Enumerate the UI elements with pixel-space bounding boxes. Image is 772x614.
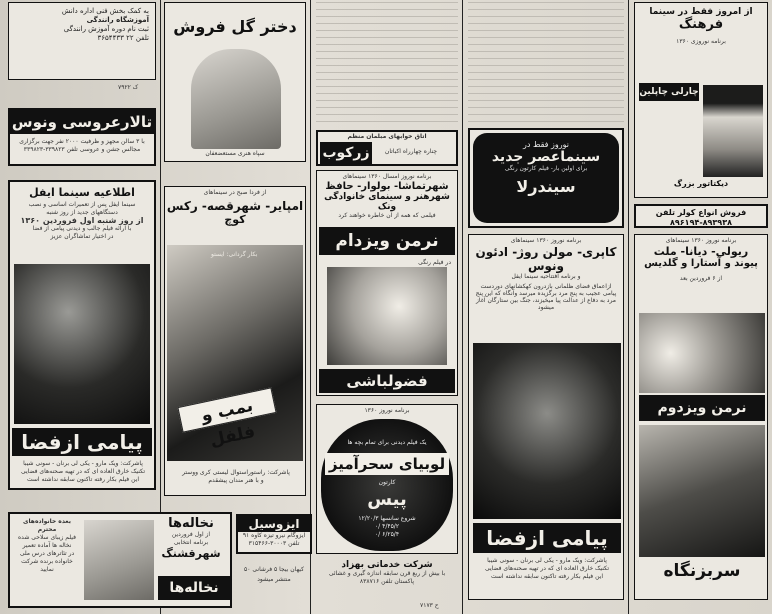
narmin-top: برنامه نوروز امسال ۱۳۶۰ سینماهای xyxy=(342,173,432,180)
nakhala-line: شهرقشنگ xyxy=(161,547,221,560)
empire-foot: پاشرکت: راستوراستوال لیستی کری ووستر xyxy=(182,469,290,476)
capri-ifel: و برنامه افتتاحیه سینما ایفل xyxy=(511,273,581,280)
zarkoob-top: اتاق خوابهای مبلمان منظم xyxy=(347,133,427,140)
zarkoob-sub: چناره چهارراه اکباتان xyxy=(384,148,438,155)
hall-line: مجالس جشن و عروسی تلفن ۳۳۹۸۲۳-۳۳۹۸۲۳ xyxy=(23,146,141,153)
farhang-name: فرهنگ xyxy=(678,17,724,32)
narmin-line: شهرهنر و سینمای خانوادگی ونک xyxy=(324,192,450,212)
isosil-title: ایزوسیل xyxy=(238,516,310,532)
capri-foot: تکنیک خارق العاده ای که در تهیه صحنه‌های فضایی xyxy=(484,565,610,572)
driving-school-ad xyxy=(8,2,156,80)
rivoli-film2: سربزنگاه xyxy=(663,561,741,581)
bomb-pepper-ad xyxy=(164,186,306,496)
nakhala-line: از اول فروردین xyxy=(171,531,211,538)
narmin-film: فضولباشی xyxy=(319,369,455,393)
ifel-line: با ارائه فیلم جالب و دیدنی پیامی از فضا xyxy=(32,225,132,232)
lobia-date: ۴/۴۵/۲ /۰ xyxy=(374,523,400,530)
magic-beans-ad xyxy=(316,404,458,554)
column-rule xyxy=(462,0,463,614)
nakhala-photo xyxy=(84,520,154,600)
capri-desc: ازاعماق فضای ظلمانی بازدرون کهکشانهای دوردست پیامی عجیب به پنج مرد برگزیده میرسد وآنگاه که این پنج مرد به دفاع از عدالت پیا میخیزند، جنگ بین ستارگان آغاز میشود xyxy=(475,283,617,311)
hall-title: تالارعروسی ونوس xyxy=(10,110,154,134)
ifel-cinema-ad xyxy=(8,180,156,490)
norman-wisdom-artwork xyxy=(327,267,447,365)
capri-film: پیامی ازفضا xyxy=(473,523,621,553)
ad-line: ثبت نام دوره آموزش رانندگی xyxy=(63,25,149,33)
ifel-title: اطلاعیه سینما ایفل xyxy=(29,186,135,199)
farhang-film: چارلی چاپلین xyxy=(639,83,699,101)
space-warrior-artwork xyxy=(473,343,621,519)
behzad-ad xyxy=(316,560,458,600)
isosil-line: ایزوگام نیرو تیزه کاوه ۹۱ xyxy=(242,532,306,539)
rivoli-names: ریولی- دیانا- ملت xyxy=(653,245,749,258)
chaplin-portrait xyxy=(703,85,763,177)
isosil-line: تلفن ۳۰۰۰۳-۳۱۵۴۶۶ xyxy=(248,540,300,547)
venus-hall-ad xyxy=(8,108,156,166)
lobia-line: یک فیلم دیدنی برای تمام بچه ها xyxy=(347,439,427,446)
lobia-sub: کارتون xyxy=(378,479,396,486)
flower-girl-ad xyxy=(164,2,306,162)
actress-portrait xyxy=(191,49,281,149)
lobia-top: برنامه نوروز ۱۳۶۰ xyxy=(364,407,410,414)
hall-line: با ۳ سالن مجهز و ظرفیت ۲۰۰۰ نفر جهت برگزاری xyxy=(19,138,145,145)
soldiers-artwork xyxy=(639,425,765,557)
ad-line: آموزشگاه رانندگی xyxy=(86,16,149,24)
ifel-line: در اختیار تماشاگران عزیز xyxy=(50,233,114,240)
flower-girl-title: دختر گل فروش xyxy=(173,17,297,36)
farhang-cinema-ad xyxy=(634,2,768,198)
nakhala-line: فیلم زیبای سلاحی شده xyxy=(18,534,76,541)
nakhala-line: برنامه انتخابی xyxy=(173,539,209,546)
zarkoob-ad xyxy=(316,130,458,166)
cooler-text: فروش انواع کولر تلفن ۸۹۳۹۳۸-۸۹۶۱۹۴ xyxy=(655,208,747,227)
rivoli-top: برنامه نوروز ۱۳۶۰ سینماهای xyxy=(665,237,737,244)
narmin-sub: در فیلم رنگی xyxy=(418,259,451,266)
ifel-line: دستگاههای جدید از روز شنبه xyxy=(46,209,118,216)
asr-title: سیندرلا xyxy=(516,177,576,196)
ifel-foot: پاشرکت: ویک مارو - یکی لی برنان - سونی شیبا xyxy=(23,460,143,467)
nakhala-line: خانواده برنده شرکت نمایید xyxy=(21,558,73,573)
ad-line: به کمک بخش فنی اداره دانش xyxy=(61,7,149,15)
lobia-title: لوبیای سحرآمیز xyxy=(325,453,449,475)
behzad-line: با بیش از ربع قرن سابقه اندازه گیری و غشائی xyxy=(328,570,446,577)
behzad-code: ح ۷۱۷۳ xyxy=(420,602,439,609)
column-rule xyxy=(628,0,629,614)
asr-name: سینماعصر جدید xyxy=(491,149,601,165)
capri-names: ونوس xyxy=(527,259,565,273)
nakhala-box: بعده خانواده‌های محترم xyxy=(23,518,71,533)
narmin-line: فیلمی که همه از آن خاطره خواهند کرد xyxy=(338,212,436,219)
capri-foot: این فیلم بکار رفته تاکنون سابقه نداشته است xyxy=(491,573,603,580)
farhang-head: از امروز فقط در سینما xyxy=(649,7,753,17)
lobia-series: پیس xyxy=(367,489,407,510)
asr-jadid-ad xyxy=(468,128,624,228)
rivoli-names: پیوند و آستارا و گلدیس xyxy=(644,258,758,269)
space-robot-artwork xyxy=(14,264,150,424)
narmin-line: شهرتماشا- بولوار- حافظ xyxy=(325,181,449,192)
isosil-ad xyxy=(236,514,312,554)
empire-credit: بکار گردانی: ایستو xyxy=(211,251,258,258)
kayhan-line: کیهان بیجا ۵ فرشانی ۵۰ xyxy=(244,566,304,573)
space-message-ad xyxy=(468,234,624,600)
ifel-line: از روز شنبه اول فروردین ۱۳۶۰ xyxy=(20,216,144,225)
nakhala-film: نخاله‌ها xyxy=(158,576,230,600)
behzad-title: شرکت خدماتی بهزاد xyxy=(341,560,433,570)
capri-foot: پاشرکت: ویک مارو - یکی لی برنان - سونی شیبا xyxy=(487,557,607,564)
rivoli-note: از ۶ فروردین بعد xyxy=(679,275,723,282)
empire-foot: و با هنر مندان پیشقدم xyxy=(208,477,264,484)
nakhala-line: نخاله ها آماده تعمیر xyxy=(22,542,72,549)
farhang-sub: برنامه نوروزی ۱۳۶۰ xyxy=(676,38,726,45)
empire-kouch: کوچ xyxy=(224,213,246,226)
zarkoob-title: زرکوب xyxy=(320,142,372,164)
farhang-film2: دیکتاتور بزرگ xyxy=(673,179,729,188)
capri-top: برنامه نوروز ۱۳۶۰ سینماهای xyxy=(510,237,582,244)
ad-line: تلفن ۲۲ ۳۶۵۴۴۳۳ xyxy=(97,34,149,42)
lobia-date: شروع سانسها ۱۲/۲۰/۳ xyxy=(358,515,416,522)
nakhala-ad xyxy=(8,512,232,608)
grinning-faces-artwork xyxy=(639,313,765,393)
news-column xyxy=(316,2,458,122)
kayhan-line: منتشر میشود xyxy=(257,576,291,583)
nakhala-title: نخاله‌ها xyxy=(168,516,214,531)
empire-top: از فردا صبح در سینماهای xyxy=(203,189,267,196)
lobia-date: ۶/۲۵/۴ /۰ xyxy=(374,531,400,538)
narmin-title: نرمن ویزدام xyxy=(319,227,455,255)
norman-wisdom-ad xyxy=(316,170,458,396)
ad-code: ک ۷۹۲۲ xyxy=(118,84,139,91)
asr-line: برای اولین بار- فیلم کارتون رنگی xyxy=(504,165,588,172)
ifel-line: سینما ایفل پس از تعمیرات اساسی و نصب xyxy=(28,201,136,208)
rivoli-ad xyxy=(634,234,768,600)
flower-girl-caption: سپاه هنری مستعضعفان xyxy=(205,150,265,157)
empire-film: بمب و فلفل xyxy=(177,387,276,432)
ifel-foot: این فیلم بکار رفته تاکنون سابقه نداشته است xyxy=(27,476,139,483)
rivoli-film: نرمن ویزدوم xyxy=(639,395,765,421)
asr-head: نوروز فقط در xyxy=(523,140,569,149)
nakhala-line: در تئاترهای درس ملی xyxy=(19,550,75,557)
behzad-line: پاکستان تلفن ۸۳۸۷۱۶ xyxy=(359,578,415,585)
ifel-film-title: پیامی ازفضا xyxy=(12,428,152,456)
cooler-ad xyxy=(634,204,768,228)
capri-names: کاپری- مولن روژ- ادئون xyxy=(475,245,617,259)
empire-names: امپایر- شهرقصه- رکس xyxy=(166,199,304,213)
ifel-foot: تکنیک خارق العاده ای که در تهیه صحنه‌های فضایی xyxy=(20,468,146,475)
news-column xyxy=(468,2,624,122)
